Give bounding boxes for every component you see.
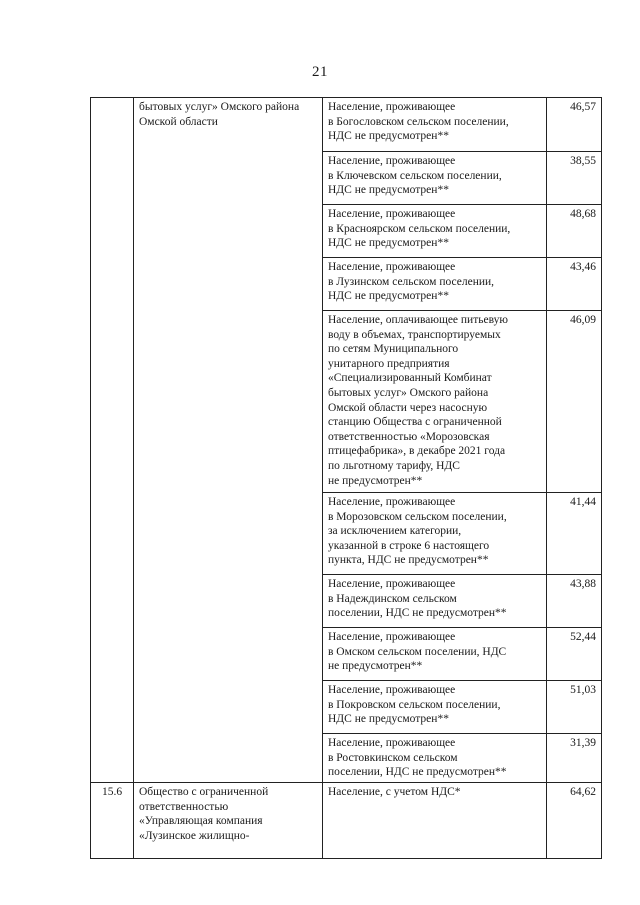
- category-text: Население, проживающее в Морозовском сельском поселении, за исключением категории, указанной в строке 6 настоящего пункта, НДС не предусмотрен**: [328, 496, 507, 567]
- tariff-table: [90, 97, 602, 859]
- category-cell: [323, 258, 547, 311]
- category-text: Население, проживающее в Богословском сельском поселении, НДС не предусмотрен**: [328, 101, 509, 143]
- category-cell: [323, 628, 547, 681]
- category-cell: [323, 493, 547, 575]
- category-text: Население, оплачивающее питьевую воду в объемах, транспортируемых по сетям Муниципального унитарного предприятия «Специализированный Комбинат бытовых услуг» Омского района Омской области через насосную станцию Общества с ограниченной ответственностью «Морозовская птицефабрика», в декабре 2021 года по льготному тарифу, НДС не предусмотрен**: [328, 314, 508, 487]
- category-cell: [323, 681, 547, 734]
- category-cell: [323, 98, 547, 152]
- category-cell: [323, 205, 547, 258]
- page-number: 21: [312, 64, 328, 80]
- tariff-value: 31,39: [547, 734, 602, 783]
- tariff-value: 52,44: [547, 628, 602, 681]
- row-number: 15.6: [91, 783, 134, 859]
- tariff-value: 46,57: [547, 98, 602, 152]
- category-text: Население, проживающее в Надеждинском сельском поселении, НДС не предусмотрен**: [328, 578, 507, 620]
- category-text: Население, проживающее в Ключевском сельском поселении, НДС не предусмотрен**: [328, 155, 502, 197]
- category-cell: [323, 575, 547, 628]
- tariff-value: 43,88: [547, 575, 602, 628]
- category-cell: [323, 152, 547, 205]
- organization-cell: [134, 98, 323, 783]
- category-cell: [323, 311, 547, 493]
- table-row: [91, 98, 602, 152]
- tariff-value: 64,62: [547, 783, 602, 859]
- category-cell: [323, 734, 547, 783]
- tariff-value: 51,03: [547, 681, 602, 734]
- organization-name: Общество с ограниченной ответственностью «Управляющая компания «Лузинское жилищно-: [139, 786, 269, 842]
- tariff-value: 41,44: [547, 493, 602, 575]
- category-text: Население, проживающее в Ростовкинском сельском поселении, НДС не предусмотрен**: [328, 737, 507, 779]
- table-row: [91, 783, 602, 859]
- organization-name: бытовых услуг» Омского района Омской области: [139, 101, 300, 128]
- category-text: Население, с учетом НДС*: [328, 786, 461, 798]
- tariff-value: 38,55: [547, 152, 602, 205]
- category-text: Население, проживающее в Красноярском сельском поселении, НДС не предусмотрен**: [328, 208, 511, 250]
- tariff-value: 46,09: [547, 311, 602, 493]
- category-text: Население, проживающее в Омском сельском поселении, НДС не предусмотрен**: [328, 631, 507, 673]
- category-text: Население, проживающее в Покровском сельском поселении, НДС не предусмотрен**: [328, 684, 501, 726]
- row-number-cell: [91, 98, 134, 783]
- tariff-value: 48,68: [547, 205, 602, 258]
- organization-cell: [134, 783, 323, 859]
- category-text: Население, проживающее в Лузинском сельском поселении, НДС не предусмотрен**: [328, 261, 495, 303]
- tariff-value: 43,46: [547, 258, 602, 311]
- category-cell: [323, 783, 547, 859]
